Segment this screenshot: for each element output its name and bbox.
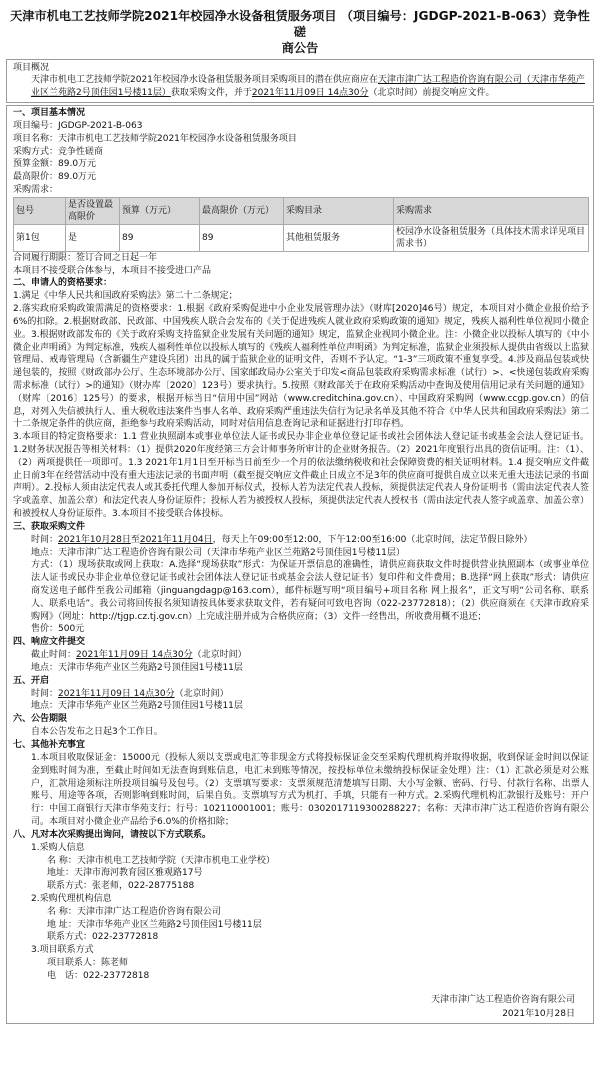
overview-label: 项目概况	[13, 63, 50, 73]
table-cell: 是	[66, 224, 120, 251]
qualification-item-1: 1.满足《中华人民共和国政府采购法》第二十二条规定；	[13, 291, 238, 302]
section-7-heading: 七、其他补充事宜	[13, 740, 86, 751]
header-cell: 预算（万元）	[120, 197, 200, 224]
submit-place: 地点：天津市华苑产业区兰苑路2号顶佳园1号楼11层	[31, 662, 243, 673]
qualification-item-2: 2.落实政府采购政策需满足的资格要求：1.根据《政府采购促进中小企业发展管理办法》（财库[2020]46号）规定，本项目对小微企业报价给予6%的扣除。2.根据财政部、民政部、中国残疾人联合会发布的《关于促进残疾人就业政府采购政策的通知》规定，残疾人福利性单位视同小微企业。3.根据财政部发布的《关于政府采购支持监狱企业发展有关问题的通知》规定，监狱企业视同小微企业。注：小微企业以投标人填写的《中小微企业声明函》为判定标准，残疾人福利性单位以投标人填写的《残疾人福利性单位声明函》为判定标准，监狱企业须投标人提供由省级以上监狱管理局、戒毒管理局（含新疆生产建设兵团）出具的属于监狱企业的证明文件，否则不予认定。“1-3”三项政策不重复享受。4.涉及商品包装或快递包装的，按照《财政部办公厅、生态环境部办公厅、国家邮政局办公室关于印发<商品包装政府采购需求标准（试行）>、<快递包装政府采购需求标准（试行）>的通知》（财办库〔2020〕123号）要求执行。5.按照《财政部关于在政府采购活动中查询及使用信用记录有关问题的通知》（财库〔2016〕125号）的要求，根据开标当日“信用中国”网站（www.creditchina.gov.cn）、中国政府采购网（www.ccgp.gov.cn）的信息，对列入失信被执行人、重大税收违法案件当事人名单、政府采购严重违法失信行为记录名单及其他不符合《中华人民共和国政府采购法》第二十二条规定条件的供应商，拒绝参与政府采购活动，同时对信用信息查询记录和证据进行打印存档。	[13, 304, 590, 430]
section-5-heading: 五、开启	[13, 675, 50, 686]
table-row	[14, 224, 589, 251]
agency-contact: 联系方式：022-23772818	[47, 932, 159, 943]
opening-time: 时间：2021年11月09日 14点30分（北京时间）	[31, 688, 229, 699]
purchaser-name: 名 称：天津市机电工艺技师学院（天津市机电工业学校）	[47, 855, 275, 866]
section-8-heading: 八、凡对本次采购提出询问，请按以下方式联系。	[13, 829, 212, 840]
acquire-time: 时间：2021年10月28日至2021年11月04日，每天上午09:00至12:00，下午12:00至16:00（北京时间，法定节假日除外）	[31, 534, 533, 545]
package-table	[13, 197, 589, 252]
submit-deadline: 截止时间：2021年11月09日 14点30分（北京时间）	[31, 650, 247, 661]
project-number: 项目编号：JGDGP-2021-B-063	[13, 121, 143, 131]
section-1-heading: 一、项目基本情况	[13, 108, 86, 118]
header-cell: 包号	[14, 197, 66, 224]
package-table-header	[14, 197, 589, 224]
announcement-period: 自本公告发布之日起3个工作日。	[31, 727, 163, 738]
signature-block	[13, 993, 589, 1021]
purchaser-title: 1.采购人信息	[31, 842, 85, 853]
overview-place: 天津市津广达工程造价咨询有限公司（天津市华苑产业区兰苑路2号顶佳园1号楼11层）	[31, 75, 585, 98]
announcement-body	[6, 105, 594, 1024]
purchaser-contact: 联系方式：张老师，022-28775188	[47, 881, 195, 892]
project-contact-title: 3.项目联系方式	[31, 945, 94, 956]
agency-address: 地 址：天津市华苑产业区兰苑路2号顶佳园1号楼11层	[47, 919, 262, 930]
table-cell: 其他租赁服务	[284, 224, 394, 251]
qualification-item-3: 3.本项目的特定资格要求：1.1 营业执照副本或事业单位法人证书或民办非企业单位登记证书或社会团体法人登记证书或基金会法人登记证书。1.2财务状况报告等相关材料：（1）提供2020年度经第三方会计师事务所审计的企业财务报告。（2）2021年度银行出具的资信证明。注：（1）、（2）两项提供任一项即可。1.3 2021年1月1日至开标当日前至少一个月的依法缴纳税收和社会保障资费的相关证明材料。1.4 提交响应文件截止日前3年在经营活动中没有重大违法记录的书面声明（截至提交响应文件截止日成立不足3年的供应商可提供自成立以来无重大违法记录的书面声明）。2.投标人须由法定代表人或其委托代理人参加开标仪式，投标人若为法定代表人投标，须提供法定代表人身份证明书（需由法定代表人签字或盖章、加盖公章）和法定代表人身份证原件；投标人若为被授权人投标，须提供法定代表人授权书（需由法定代表人签字或盖章、加盖公章）和被授权人身份证原件。3.本项目不接受联合体投标。	[13, 432, 590, 519]
overview-deadline: 2021年11月09日 14点30分	[251, 88, 369, 98]
section-3-heading: 三、获取采购文件	[13, 521, 86, 532]
signature-date: 2021年10月28日	[502, 1008, 575, 1019]
table-cell: 校园净水设备租赁服务（具体技术需求详见项目需求书）	[394, 224, 589, 251]
procurement-method: 采购方式：竞争性磋商	[13, 146, 104, 157]
acquire-price: 售价：500元	[31, 624, 85, 635]
table-cell: 89	[120, 224, 200, 251]
consortium-note: 本项目不接受联合体参与，本项目不接受进口产品	[13, 265, 212, 276]
budget-amount: 预算金额：89.0万元	[13, 159, 97, 170]
purchaser-address: 地址：天津市海河教育园区雅观路17号	[47, 868, 203, 879]
section-6-heading: 六、公告期限	[13, 714, 68, 725]
project-overview-box	[6, 59, 594, 103]
header-cell: 是否设置最高限价	[66, 197, 120, 224]
agency-title: 2.采购代理机构信息	[31, 894, 112, 905]
section-4-heading: 四、响应文件提交	[13, 637, 86, 648]
signature-org: 天津市津广达工程造价咨询有限公司	[430, 994, 575, 1005]
page-title: 天津市机电工艺技师学院2021年校园净水设备租赁服务项目 （项目编号：JGDGP-2021-B-063）竞争性磋 商公告	[10, 9, 590, 55]
acquire-way: 方式：（1）现场获取或网上获取：A.选择“现场获取”形式：为保证开票信息的准确性，请供应商获取文件时提供营业执照副本（或事业单位法人证书或民办非企业单位登记证书或社会团体法人登记证书或基金会法人登记证书）复印件和文件费用；B.选择“网上获取”形式：请供应商发送电子邮件至我公司邮箱（jinguangdagp@163.com），邮件标题写明“项目编号+项目名称 网上报名”，正文写明“公司名称、联系人、联系电话”。我公司将回传报名须知请按具体要求获取文件，若有疑问可致电咨询（022-23772818）；（2）供应商须在《天津市政府采购网》（网址：http://tjgp.cz.tj.gov.cn）上完成注册并成为合格供应商；（3）文件一经售出，所收费用概不退还；	[31, 560, 589, 622]
contract-period: 合同履行期限：签订合同之日起一年	[13, 252, 158, 263]
header-cell: 最高限价（万元）	[200, 197, 284, 224]
table-cell: 89	[200, 224, 284, 251]
overview-text: 天津市机电工艺技师学院2021年校园净水设备租赁服务项目采购项目的潜在供应商应在天津市津广达工程造价咨询有限公司（天津市华苑产业区兰苑路2号顶佳园1号楼11层）获取采购文件，并于2021年11月09日 14点30分（北京时间）前提交响应文件。	[31, 75, 585, 98]
header-cell: 采购需求	[394, 197, 589, 224]
supplementary-text: 1.本项目收取保证金：15000元（投标人须以支票或电汇等非现金方式将投标保证金交至采购代理机构并取得收据，收到保证金时间以保证金到账时间为准，至截止时间如无法查询到账信息，电汇未到账等情况，按投标单位未缴纳投标保证金处理）注：（1）汇款必须是对公账户，汇款用途须标注所投项目编号及包号。（2）支票填写要求：支票须规范清楚填写日期、大小写金额、密码、行号、付款行名称、出票人账号、用途等各项，否则影响到账时间，后果自负。支票填写方式为机打、手填，只能有一种方式。2.采购代理机构汇款银行及账号：开户行：中国工商银行天津市华苑支行；行号：102110001001；账号：0302017119300288227；名称：天津市津广达工程造价咨询有限公司。本项目对小微企业产品给予6.0%的价格扣除；	[31, 753, 589, 828]
project-name: 项目名称：天津市机电工艺技师学院2021年校园净水设备租赁服务项目	[13, 133, 297, 144]
table-cell: 第1包	[14, 224, 66, 251]
header-cell: 采购目录	[284, 197, 394, 224]
max-price: 最高限价：89.0万元	[13, 172, 97, 183]
demand-label: 采购需求：	[13, 184, 59, 195]
section-2-heading: 二、申请人的资格要求：	[13, 278, 113, 289]
project-contact-phone: 电 话：022-23772818	[47, 970, 150, 981]
agency-name: 名 称：天津市津广达工程造价咨询有限公司	[47, 906, 221, 917]
project-contact-person: 项目联系人：陈老师	[47, 958, 129, 969]
acquire-place: 地点：天津市津广达工程造价咨询有限公司（天津市华苑产业区兰苑路2号顶佳园1号楼11层）	[31, 547, 405, 558]
opening-place: 地点：天津市华苑产业区兰苑路2号顶佳园1号楼11层	[31, 701, 243, 712]
